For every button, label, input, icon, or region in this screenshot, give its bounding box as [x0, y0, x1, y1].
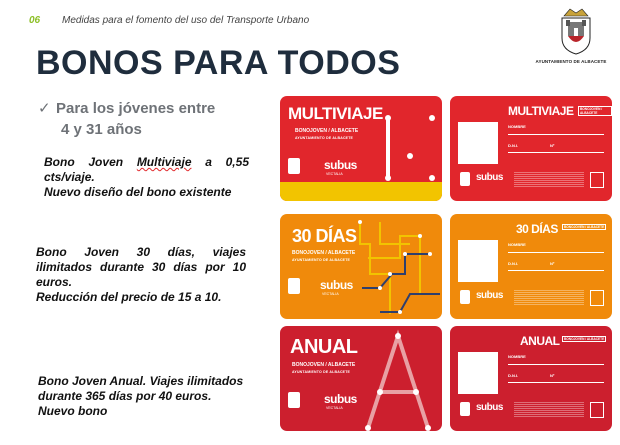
multiviaje-back-title: MULTIVIAJE [508, 104, 574, 118]
field-dni-label: D.N.I. [508, 143, 519, 148]
multiviaje-desc-line-3: Nuevo diseño del bono existente [44, 185, 232, 199]
multiviaje-desc-line-1: Bono Joven Multiviaje a 0,55 [44, 155, 249, 169]
validation-box [590, 290, 604, 306]
field-name-label: NOMBRE [508, 354, 526, 359]
anual-card-front [280, 326, 442, 431]
field-line [508, 252, 604, 253]
audience-bullet [38, 98, 215, 140]
card-crest-icon [460, 290, 470, 304]
multiviaje-card-front [280, 96, 442, 201]
card-operator: subus [476, 290, 503, 301]
validation-box [590, 402, 604, 418]
treinta-card-title: 30 DÍAS [292, 226, 357, 246]
card-operator: subus [476, 172, 503, 183]
crest-caption: AYUNTAMIENTO DE ALBACETE [535, 59, 607, 64]
field-line [508, 382, 604, 383]
multiviaje-description [44, 155, 249, 200]
card-crest-icon [288, 278, 300, 294]
treinta-card-front [280, 214, 442, 319]
field-name-label: NOMBRE [508, 242, 526, 247]
card-city-line: AYUNTAMIENTO DE ALBACETE [292, 370, 351, 374]
anual-desc-line-1: Bono Joven Anual. Viajes ilimitados [38, 374, 244, 388]
treinta-desc-line-2: ilimitados durante 30 días por 10 [36, 260, 246, 274]
section-title: Medidas para el fomento del uso del Transporte Urbano [62, 15, 310, 26]
card-operator: subus [324, 158, 357, 172]
validation-box [590, 172, 604, 188]
anual-card-back [450, 326, 612, 431]
anual-desc-line-2: durante 365 días por 40 euros. [38, 389, 212, 403]
treinta-card-back [450, 214, 612, 319]
card-operator: subus [324, 392, 357, 406]
page-title: BONOS PARA TODOS [36, 44, 401, 82]
multiviaje-card-title: MULTIVIAJE [288, 104, 383, 123]
terms-text [514, 290, 584, 306]
photo-box [458, 240, 498, 282]
multiviaje-desc-line-2: cts/viaje. [44, 170, 95, 184]
card-brand-tag: BONOJOVEN / ALBACETE [578, 106, 612, 116]
field-dni-label: D.N.I. [508, 373, 519, 378]
card-crest-icon [288, 392, 300, 408]
photo-box [458, 352, 498, 394]
albacete-crest-logo [554, 6, 598, 56]
terms-text [514, 402, 584, 418]
card-operator: subus [320, 278, 353, 292]
anual-card-title: ANUAL [290, 336, 358, 358]
bullet-line-1: Para los jóvenes entre [56, 100, 216, 117]
card-brand-line: BONOJOVEN / ALBACETE [292, 250, 356, 256]
card-city-line: AYUNTAMIENTO DE ALBACETE [292, 258, 351, 262]
card-brand-tag: BONOJOVEN / ALBACETE [564, 225, 605, 229]
anual-back-title: ANUAL [520, 334, 560, 348]
card-brand-line: BONOJOVEN / ALBACETE [292, 362, 356, 368]
card-operator-tag: VECTALIA [326, 172, 343, 176]
check-icon: ✓ [38, 100, 51, 117]
card-crest-icon [460, 172, 470, 186]
field-line [508, 270, 604, 271]
field-line [508, 134, 604, 135]
multiviaje-card-back [450, 96, 612, 201]
field-no-label: Nº [550, 261, 555, 266]
photo-box [458, 122, 498, 164]
treinta-desc-line-3: euros. [36, 275, 73, 289]
card-brand-line: BONOJOVEN / ALBACETE [295, 128, 359, 134]
card-city-line: AYUNTAMIENTO DE ALBACETE [295, 136, 354, 140]
field-name-label: NOMBRE [508, 124, 526, 129]
card-operator: subus [476, 402, 503, 413]
field-line [508, 364, 604, 365]
card-operator-tag: VECTALIA [322, 292, 339, 296]
card-operator-tag: VECTALIA [326, 406, 343, 410]
treinta-back-title: 30 DÍAS [516, 222, 558, 236]
terms-text [514, 172, 584, 188]
anual-description [38, 374, 258, 419]
treinta-desc-line-4: Reducción del precio de 15 a 10. [36, 290, 222, 304]
bullet-line-2: 4 y 31 años [61, 121, 142, 138]
treinta-desc-line-1: Bono Joven 30 días, viajes [36, 245, 246, 259]
field-dni-label: D.N.I. [508, 261, 519, 266]
field-no-label: Nº [550, 143, 555, 148]
treinta-description [36, 245, 246, 305]
field-no-label: Nº [550, 373, 555, 378]
anual-desc-line-3: Nuevo bono [38, 404, 108, 418]
card-crest-icon [460, 402, 470, 416]
field-line [508, 152, 604, 153]
card-crest-icon [288, 158, 300, 174]
card-brand-tag: BONOJOVEN / ALBACETE [564, 337, 605, 341]
section-number: 06 [29, 15, 41, 26]
